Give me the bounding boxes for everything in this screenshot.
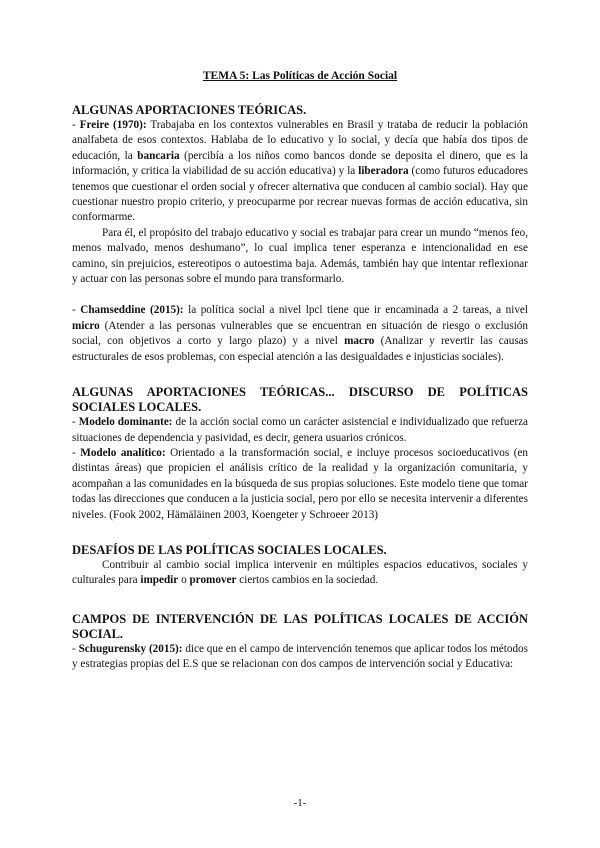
dash: - <box>72 446 81 459</box>
document-title: TEMA 5: Las Políticas de Acción Social <box>202 70 398 82</box>
text: (percibía a los niños como bancos donde se deposita el dinero, que es la información, y critica la viabilidad de su acción educativa) y la <box>72 149 528 178</box>
text: (como futuros educadores tenemos que cuestionar el orden social y ofrecer alternativa que conducen al cambio social). Hay que cuestionar nuestro propio criterio, y preocuparme por recrear nuevas formas de acción educativa, sin conformarme. <box>72 165 528 224</box>
label-modelo-dominante: Modelo dominante: <box>78 416 173 429</box>
text: Trabajaba en los contextos vulnerables en Brasil y trataba de reducir la población analfabeta de esos contextos. Hablaba de lo educativo y lo social, y decía que había dos tipos de educación, la <box>72 119 528 162</box>
keyword-bancaria: bancaria <box>137 149 180 162</box>
paragraph-desafios <box>72 558 528 589</box>
dash: - <box>72 304 81 317</box>
label-modelo-analitico: Modelo analítico: <box>80 446 166 459</box>
text: ciertos cambios en la sociedad. <box>236 574 379 587</box>
text: Contribuir al cambio social implica intervenir en múltiples espacios educativos, sociales y culturales para <box>72 558 528 587</box>
keyword-macro: macro <box>344 335 375 348</box>
text: la política social a nivel lpcl tiene que ir encaminada a 2 tareas, a nivel <box>183 304 528 317</box>
text: Orientado a la transformación social, e incluye procesos socioeducativos (en distintas áreas) que propicien el análisis crítico de la realidad y la organización comunitaria, y acompañan a las comunidades en la búsqueda de sus propias soluciones. Este modelo tiene que tomar todas las direcciones que conducen a la justicia social, pero por ello se necesita intervenir a diferentes niveles. (Fook 2002, Hämäläinen 2003, Koengeter y Schroeer 2013) <box>72 446 528 521</box>
dash: - <box>72 642 79 655</box>
text: o <box>178 574 190 587</box>
keyword-micro: micro <box>72 319 100 332</box>
text: de la acción social como un carácter asistencial e individualizado que refuerza situaciones de dependencia y pasividad, es decir, genera usuarios crónicos. <box>72 416 528 444</box>
keyword-liberadora: liberadora <box>358 165 409 178</box>
paragraph-modelo-analitico <box>72 446 528 523</box>
paragraph-chamseddine <box>72 303 528 365</box>
paragraph-freire <box>72 118 528 226</box>
text: dice que en el campo de intervención tenemos que aplicar todos los métodos y estrategias propias del E.S que se relacionan con dos campos de intervención social y Educativa: <box>72 642 529 671</box>
heading-discurso: ALGUNAS APORTACIONES TEÓRICAS... DISCURSO DE POLÍTICAS SOCIALES LOCALES. <box>72 385 528 415</box>
author-schugurensky: Schugurensky (2015): <box>78 642 183 655</box>
keyword-promover: promover <box>189 574 237 587</box>
author-chamseddine: Chamseddine (2015): <box>80 304 184 317</box>
paragraph-modelo-dominante <box>72 415 528 446</box>
paragraph-schugurensky <box>72 642 528 673</box>
paragraph-freire-purpose: Para él, el propósito del trabajo educativo y social es trabajar para crear un mundo “menos feo, menos malvado, menos deshumano”, lo cual implica tener esperanza e intencionalidad en ese camino, sin prejuicios, estereotipos o autoestima baja. Además, también hay que intentar reflexionar y actuar con las personas sobre el mundo para transformarlo. <box>72 226 528 286</box>
document-page <box>72 70 528 673</box>
text: (Analizar y revertir las causas estructurales de esos problemas, con especial atención a las desigualdades e injusticias sociales). <box>72 335 528 363</box>
heading-desafios: DESAFÍOS DE LAS POLÍTICAS SOCIALES LOCALES. <box>72 542 387 557</box>
text: (Atender a las personas vulnerables que se encuentran en situación de riesgo o exclusión social, con objetivos a corto y largo plazo) y a nivel <box>72 319 528 348</box>
author-freire: Freire (1970): <box>79 119 147 131</box>
heading-campos: CAMPOS DE INTERVENCIÓN DE LAS POLÍTICAS LOCALES DE ACCIÓN SOCIAL. <box>72 611 528 641</box>
dash: - <box>72 416 79 429</box>
page-number: -1- <box>293 797 307 809</box>
keyword-impedir: impedir <box>140 574 179 587</box>
heading-aportaciones: ALGUNAS APORTACIONES TEÓRICAS. <box>72 103 307 117</box>
dash: - <box>72 119 80 131</box>
